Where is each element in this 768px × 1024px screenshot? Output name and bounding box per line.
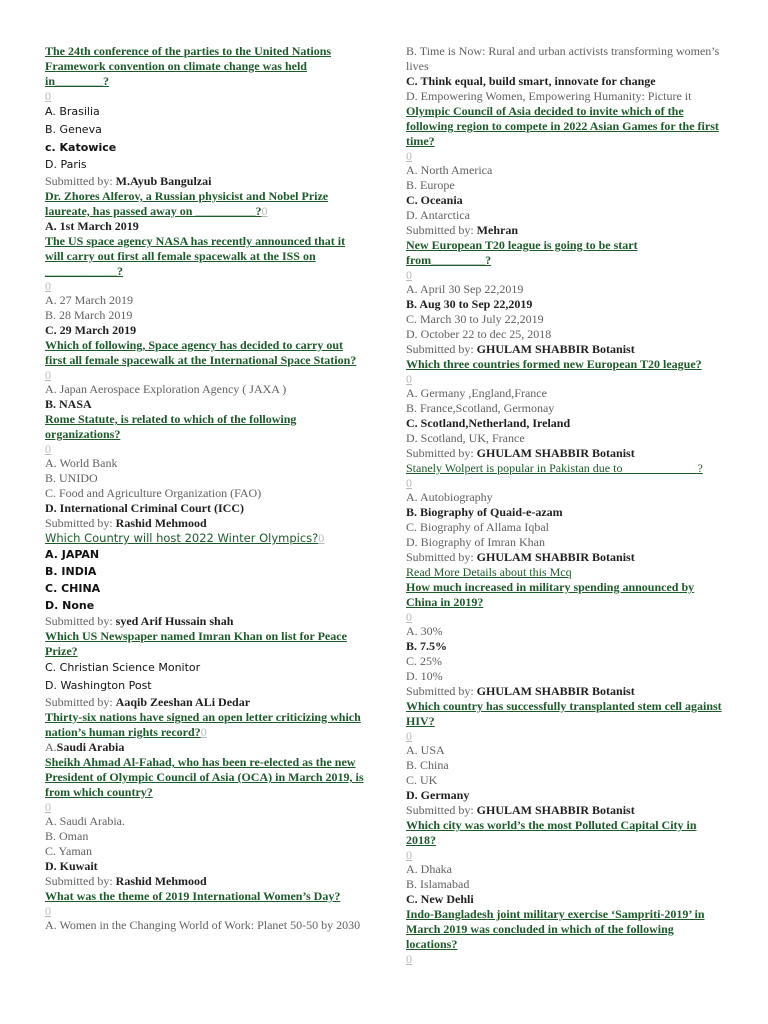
option-c-answer: C. Scotland,Netherland, Ireland [406,416,571,430]
right-column [406,44,724,966]
submitted-by: Submitted by: Rashid Mehmood [45,874,207,888]
comment-count[interactable]: 0 [406,372,412,386]
comment-count[interactable]: 0 [45,279,51,293]
read-more-link[interactable]: Read More Details about this Mcq [406,565,572,579]
option-a: A. Autobiography [406,490,493,504]
option-a: A. Brasilia [45,105,100,118]
option-a: A. JAPAN [45,548,100,561]
comment-count[interactable]: 0 [45,800,51,814]
question-asian-games-region[interactable]: Olympic Council of Asia decided to invite which of the following region to compete in 2022 Asian Games for the first time? [406,104,719,148]
option-c-answer: C. CHINA [45,582,101,595]
option-a: A. 27 March 2019 [45,293,133,307]
comment-count[interactable]: 0 [406,476,412,490]
question-t20-countries[interactable]: Which three countries formed new European T20 league? [406,357,702,371]
option-b-answer: B. Biography of Quaid-e-azam [406,505,563,519]
comment-count[interactable]: 0 [45,442,51,456]
option-b: B. France,Scotland, Germonay [406,401,555,415]
option-d: D. Paris [45,158,87,171]
comment-count[interactable]: 0 [406,729,412,743]
comment-count[interactable]: 0 [406,848,412,862]
option-b: B. INDIA [45,565,97,578]
comment-count[interactable]: 0 [261,204,268,218]
submitted-by: Submitted by: syed Arif Hussain shah [45,614,234,628]
option-a: A. World Bank [45,456,118,470]
option-d: D. Washington Post [45,679,152,692]
option-c-answer: C. Christian Science Monitor [45,661,201,674]
option-b-answer: B. Aug 30 to Sep 22,2019 [406,297,533,311]
comment-count[interactable]: 0 [45,89,51,103]
option-d: D. October 22 to dec 25, 2018 [406,327,552,341]
comment-count[interactable]: 0 [406,610,412,624]
option-a: A. North America [406,163,493,177]
option-b: B. Oman [45,829,89,843]
question-china-military-spending[interactable]: How much increased in military spending announced by China in 2019? [406,580,695,609]
option-c: C. March 30 to July 22,2019 [406,312,544,326]
comment-count[interactable]: 0 [200,725,207,739]
comment-count[interactable]: 0 [406,149,412,163]
option-a: A. Saudi Arabia. [45,814,125,828]
submitted-by: Submitted by: GHULAM SHABBIR Botanist [406,684,635,698]
submitted-by: Submitted by: GHULAM SHABBIR Botanist [406,342,635,356]
option-b: B. Islamabad [406,877,470,891]
option-b-answer: B. 7.5% [406,639,448,653]
option-d: D. Empowering Women, Empowering Humanity: Picture it [406,89,692,103]
option-b: B. China [406,758,449,772]
option-c: C. Yaman [45,844,93,858]
comment-count[interactable]: 0 [406,268,412,282]
comment-count[interactable]: 0 [406,952,412,966]
option-a: A. Dhaka [406,862,452,876]
option-c-answer: C. 29 March 2019 [45,323,137,337]
question-rome-statute[interactable]: Rome Statute, is related to which of the following organizations? [45,412,297,441]
submitted-by: Submitted by: GHULAM SHABBIR Botanist [406,550,635,564]
submitted-by: Submitted by: Aaqib Zeeshan ALi Dedar [45,695,251,709]
comment-count[interactable]: 0 [45,904,51,918]
option-d: D. Antarctica [406,208,470,222]
option-c-answer: C. Oceania [406,193,463,207]
option-b: B. 28 March 2019 [45,308,133,322]
comment-count[interactable]: 0 [318,531,325,545]
comment-count[interactable]: 0 [45,368,51,382]
question-polluted-capital[interactable]: Which city was world’s the most Polluted Capital City in 2018? [406,818,697,847]
option-c: C. Food and Agriculture Organization (FAO) [45,486,262,500]
submitted-by: Submitted by: GHULAM SHABBIR Botanist [406,803,635,817]
option-c: C. UK [406,773,438,787]
option-b: B. Geneva [45,123,102,136]
question-climate-conference[interactable]: The 24th conference of the parties to the United Nations Framework convention on climate change was held in________? [45,44,332,88]
question-womens-day-theme[interactable]: What was the theme of 2019 International Women’s Day? [45,889,341,903]
option-d: D. Scotland, UK, France [406,431,525,445]
option-a: A. Germany ,England,France [406,386,547,400]
question-winter-olympics[interactable]: Which Country will host 2022 Winter Olympics?0 [45,531,325,545]
answer: A. 1st March 2019 [45,219,139,233]
option-d-answer: D. Kuwait [45,859,98,873]
question-sampriti-exercise[interactable]: Indo-Bangladesh joint military exercise ‘Sampriti-2019’ in March 2019 was concluded in which of the following locations? [406,907,705,951]
option-a: A. Japan Aerospace Exploration Agency ( JAXA ) [45,382,287,396]
option-d: D. None [45,599,95,612]
option-a: A. April 30 Sep 22,2019 [406,282,524,296]
option-a: A. 30% [406,624,443,638]
option-b: B. Europe [406,178,455,192]
option-b: B. UNIDO [45,471,98,485]
option-c-answer: C. Think equal, build smart, innovate for change [406,74,656,88]
submitted-by: Submitted by: Mehran [406,223,518,237]
option-c: C. 25% [406,654,442,668]
option-c: C. Biography of Allama Iqbal [406,520,549,534]
question-t20-league-start[interactable]: New European T20 league is going to be start from_________? [406,238,638,267]
option-d: D. Biography of Imran Khan [406,535,545,549]
left-column [45,44,365,933]
option-c-answer: c. Katowice [45,141,117,154]
question-nasa-spacewalk-date[interactable]: The US space agency NASA has recently announced that it will carry out first all female spacewalk at the ISS on ____________? [45,234,346,278]
question-us-newspaper[interactable]: Which US Newspaper named Imran Khan on list for Peace Prize? [45,629,347,658]
option-d: D. 10% [406,669,443,683]
option-b-answer: B. NASA [45,397,92,411]
question-space-agency[interactable]: Which of following, Space agency has decided to carry out first all female spacewalk at the International Space Station? [45,338,357,367]
option-d-answer: D. International Criminal Court (ICC) [45,501,244,515]
option-a: A. USA [406,743,445,757]
question-zhores-alferov[interactable]: Dr. Zhores Alferov, a Russian physicist and Nobel Prize laureate, has passed away on __________?0 [45,189,329,218]
answer: A.Saudi Arabia [45,740,125,754]
submitted-by: Submitted by: Rashid Mehmood [45,516,207,530]
question-stanley-wolpert[interactable]: Stanely Wolpert is popular in Pakistan due to ____________? [406,461,703,475]
question-human-rights-letter[interactable]: Thirty-six nations have signed an open letter criticizing which nation’s human rights record?0 [45,710,361,739]
option-d-answer: D. Germany [406,788,470,802]
submitted-by: Submitted by: GHULAM SHABBIR Botanist [406,446,635,460]
question-oca-president[interactable]: Sheikh Ahmad Al-Fahad, who has been re-elected as the new President of Olympic Council of Asia (OCA) in March 2019, is from which country? [45,755,364,799]
option-b: B. Time is Now: Rural and urban activists transforming women’s lives [406,44,720,73]
option-c-answer: C. New Dehli [406,892,474,906]
option-a: A. Women in the Changing World of Work: Planet 50-50 by 2030 [45,918,361,932]
submitted-by: Submitted by: M.Ayub Bangulzai [45,174,212,188]
question-stem-cell-hiv[interactable]: Which country has successfully transplanted stem cell against HIV? [406,699,722,728]
